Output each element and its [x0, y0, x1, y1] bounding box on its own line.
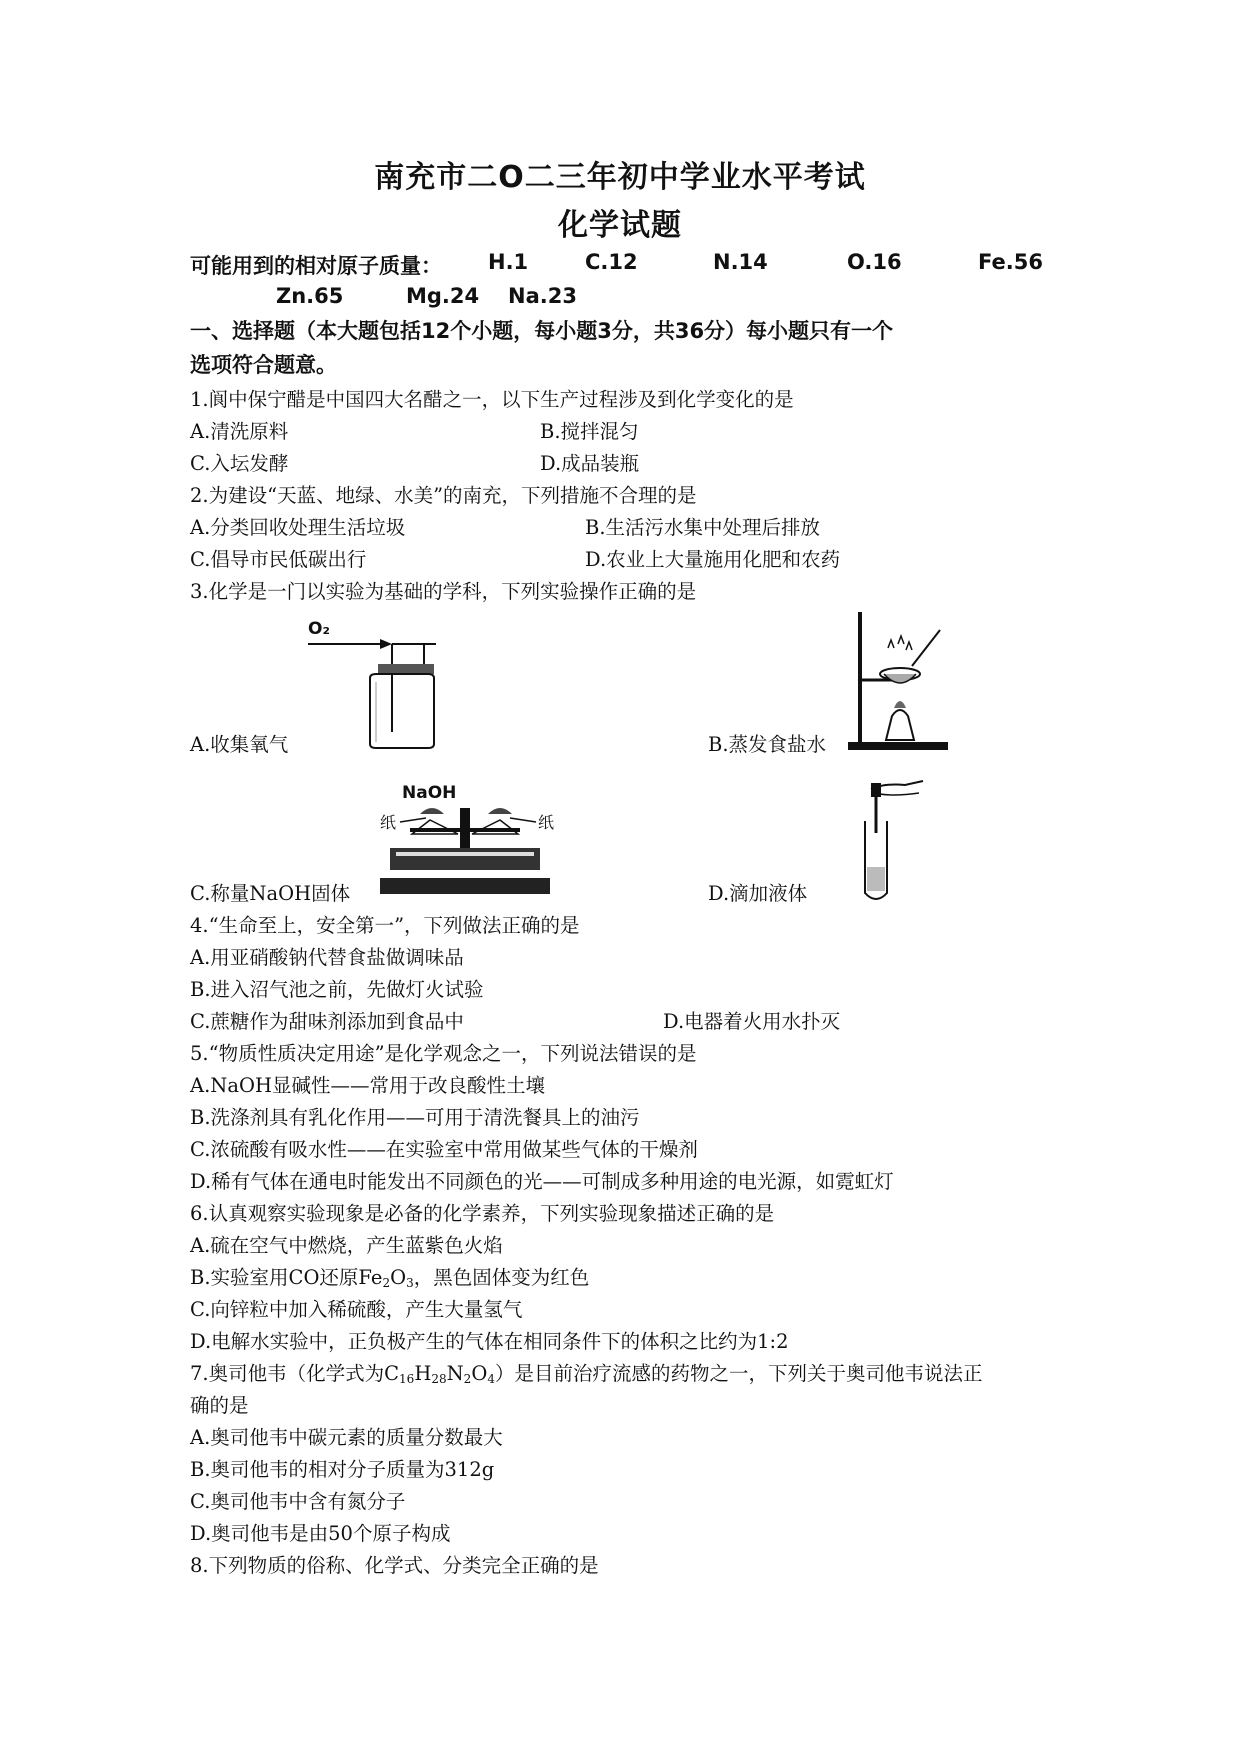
question-1-option-d: D.成品装瓶	[540, 452, 640, 475]
subscript: 28	[431, 1372, 447, 1386]
question-4-option-c: C.蔗糖作为甜味剂添加到食品中	[190, 1010, 464, 1033]
question-4-option-b: B.进入沼气池之前，先做灯火试验	[190, 978, 484, 1001]
atomic-mass-item: Na.23	[508, 284, 577, 308]
naoh-label: NaOH	[402, 783, 457, 803]
question-7-option-b: B.奥司他韦的相对分子质量为312g	[190, 1458, 495, 1481]
question-1-option-c: C.入坛发酵	[190, 452, 289, 475]
paper-label-left: 纸	[380, 813, 397, 832]
question-5-option-a: A.NaOH显碱性——常用于改良酸性土壤	[190, 1074, 545, 1097]
question-4-option-d: D.电器着火用水扑灭	[663, 1010, 841, 1033]
question-7-option-d: D.奥司他韦是由50个原子构成	[190, 1522, 451, 1545]
question-3-option-c: C.称量NaOH固体	[190, 882, 351, 905]
question-7-stem	[190, 1361, 982, 1387]
atomic-mass-item: Mg.24	[406, 284, 480, 308]
question-6-stem: 6.认真观察实验现象是必备的化学素养，下列实验现象描述正确的是	[190, 1202, 775, 1225]
atomic-mass-item: C.12	[585, 250, 638, 274]
question-3-option-a: A.收集氧气	[190, 733, 289, 756]
gas-collection-bottle-figure	[300, 612, 440, 752]
question-1-option-a: A.清洗原料	[190, 420, 289, 443]
question-1-stem: 1.阆中保宁醋是中国四大名醋之一，以下生产过程涉及到化学变化的是	[190, 388, 794, 411]
question-7-stem-rest: ）是目前治疗流感的药物之一，下列关于奥司他韦说法正	[494, 1362, 983, 1385]
subscript: 3	[406, 1276, 414, 1290]
question-5-option-c: C.浓硫酸有吸水性——在实验室中常用做某些气体的干燥剂	[190, 1138, 698, 1161]
question-7-option-c: C.奥司他韦中含有氮分子	[190, 1490, 406, 1513]
formula-part: O	[471, 1362, 488, 1385]
atomic-mass-item: H.1	[488, 250, 529, 274]
question-2-option-c: C.倡导市民低碳出行	[190, 548, 367, 571]
question-4-option-a: A.用亚硝酸钠代替食盐做调味品	[190, 946, 464, 969]
atomic-mass-item: Fe.56	[978, 250, 1043, 274]
question-6-option-d: D.电解水实验中，正负极产生的气体在相同条件下的体积之比约为1:2	[190, 1330, 789, 1353]
exam-title: 南充市二O二三年初中学业水平考试	[374, 160, 866, 195]
formula-part: O	[390, 1266, 407, 1289]
dropper-figure	[845, 775, 925, 905]
question-6-option-b-text: B.实验室用CO还原Fe	[190, 1266, 383, 1289]
oxygen-label: O₂	[308, 619, 330, 639]
question-7-stem-text: 7.奥司他韦（化学式为C	[190, 1362, 400, 1385]
section-heading: 一、选择题（本大题包括12个小题，每小题3分，共36分）每小题只有一个	[190, 319, 894, 343]
question-6-option-b	[190, 1265, 589, 1291]
question-2-option-a: A.分类回收处理生活垃圾	[190, 516, 406, 539]
subscript: 4	[487, 1372, 495, 1386]
question-3-option-b: B.蒸发食盐水	[708, 733, 827, 756]
formula-part: N	[446, 1362, 464, 1385]
subscript: 2	[382, 1276, 391, 1290]
atomic-mass-item: N.14	[713, 250, 768, 274]
atomic-mass-label: 可能用到的相对原子质量：	[190, 254, 442, 278]
formula-part: H	[414, 1362, 432, 1385]
question-5-option-d: D.稀有气体在通电时能发出不同颜色的光——可制成多种用途的电光源，如霓虹灯	[190, 1170, 894, 1193]
question-2-option-d: D.农业上大量施用化肥和农药	[585, 548, 841, 571]
atomic-mass-item: Zn.65	[276, 284, 344, 308]
subscript: 16	[399, 1372, 415, 1386]
paper-label-right: 纸	[538, 813, 555, 832]
question-5-stem: 5.“物质性质决定用途”是化学观念之一，下列说法错误的是	[190, 1042, 697, 1065]
question-6-option-a: A.硫在空气中燃烧，产生蓝紫色火焰	[190, 1234, 503, 1257]
question-4-stem: 4.“生命至上，安全第一”，下列做法正确的是	[190, 914, 580, 937]
balance-weighing-figure	[360, 778, 570, 900]
question-2-stem: 2.为建设“天蓝、地绿、水美”的南充，下列措施不合理的是	[190, 484, 697, 507]
subject-title: 化学试题	[558, 208, 682, 243]
question-5-option-b: B.洗涤剂具有乳化作用——可用于清洗餐具上的油污	[190, 1106, 640, 1129]
atomic-mass-item: O.16	[847, 250, 902, 274]
question-3-stem: 3.化学是一门以实验为基础的学科，下列实验操作正确的是	[190, 580, 697, 603]
question-6-option-c: C.向锌粒中加入稀硫酸，产生大量氢气	[190, 1298, 523, 1321]
subscript: 2	[463, 1372, 472, 1386]
section-heading-cont: 选项符合题意。	[190, 353, 337, 377]
question-3-option-d: D.滴加液体	[708, 882, 808, 905]
question-8-stem: 8.下列物质的俗称、化学式、分类完全正确的是	[190, 1554, 599, 1577]
question-1-option-b: B.搅拌混匀	[540, 420, 639, 443]
question-7-option-a: A.奥司他韦中碳元素的质量分数最大	[190, 1426, 503, 1449]
evaporation-setup-figure	[840, 608, 960, 756]
question-6-option-b-rest: ，黑色固体变为红色	[413, 1266, 590, 1289]
question-7-stem-cont: 确的是	[190, 1394, 249, 1417]
question-2-option-b: B.生活污水集中处理后排放	[585, 516, 821, 539]
